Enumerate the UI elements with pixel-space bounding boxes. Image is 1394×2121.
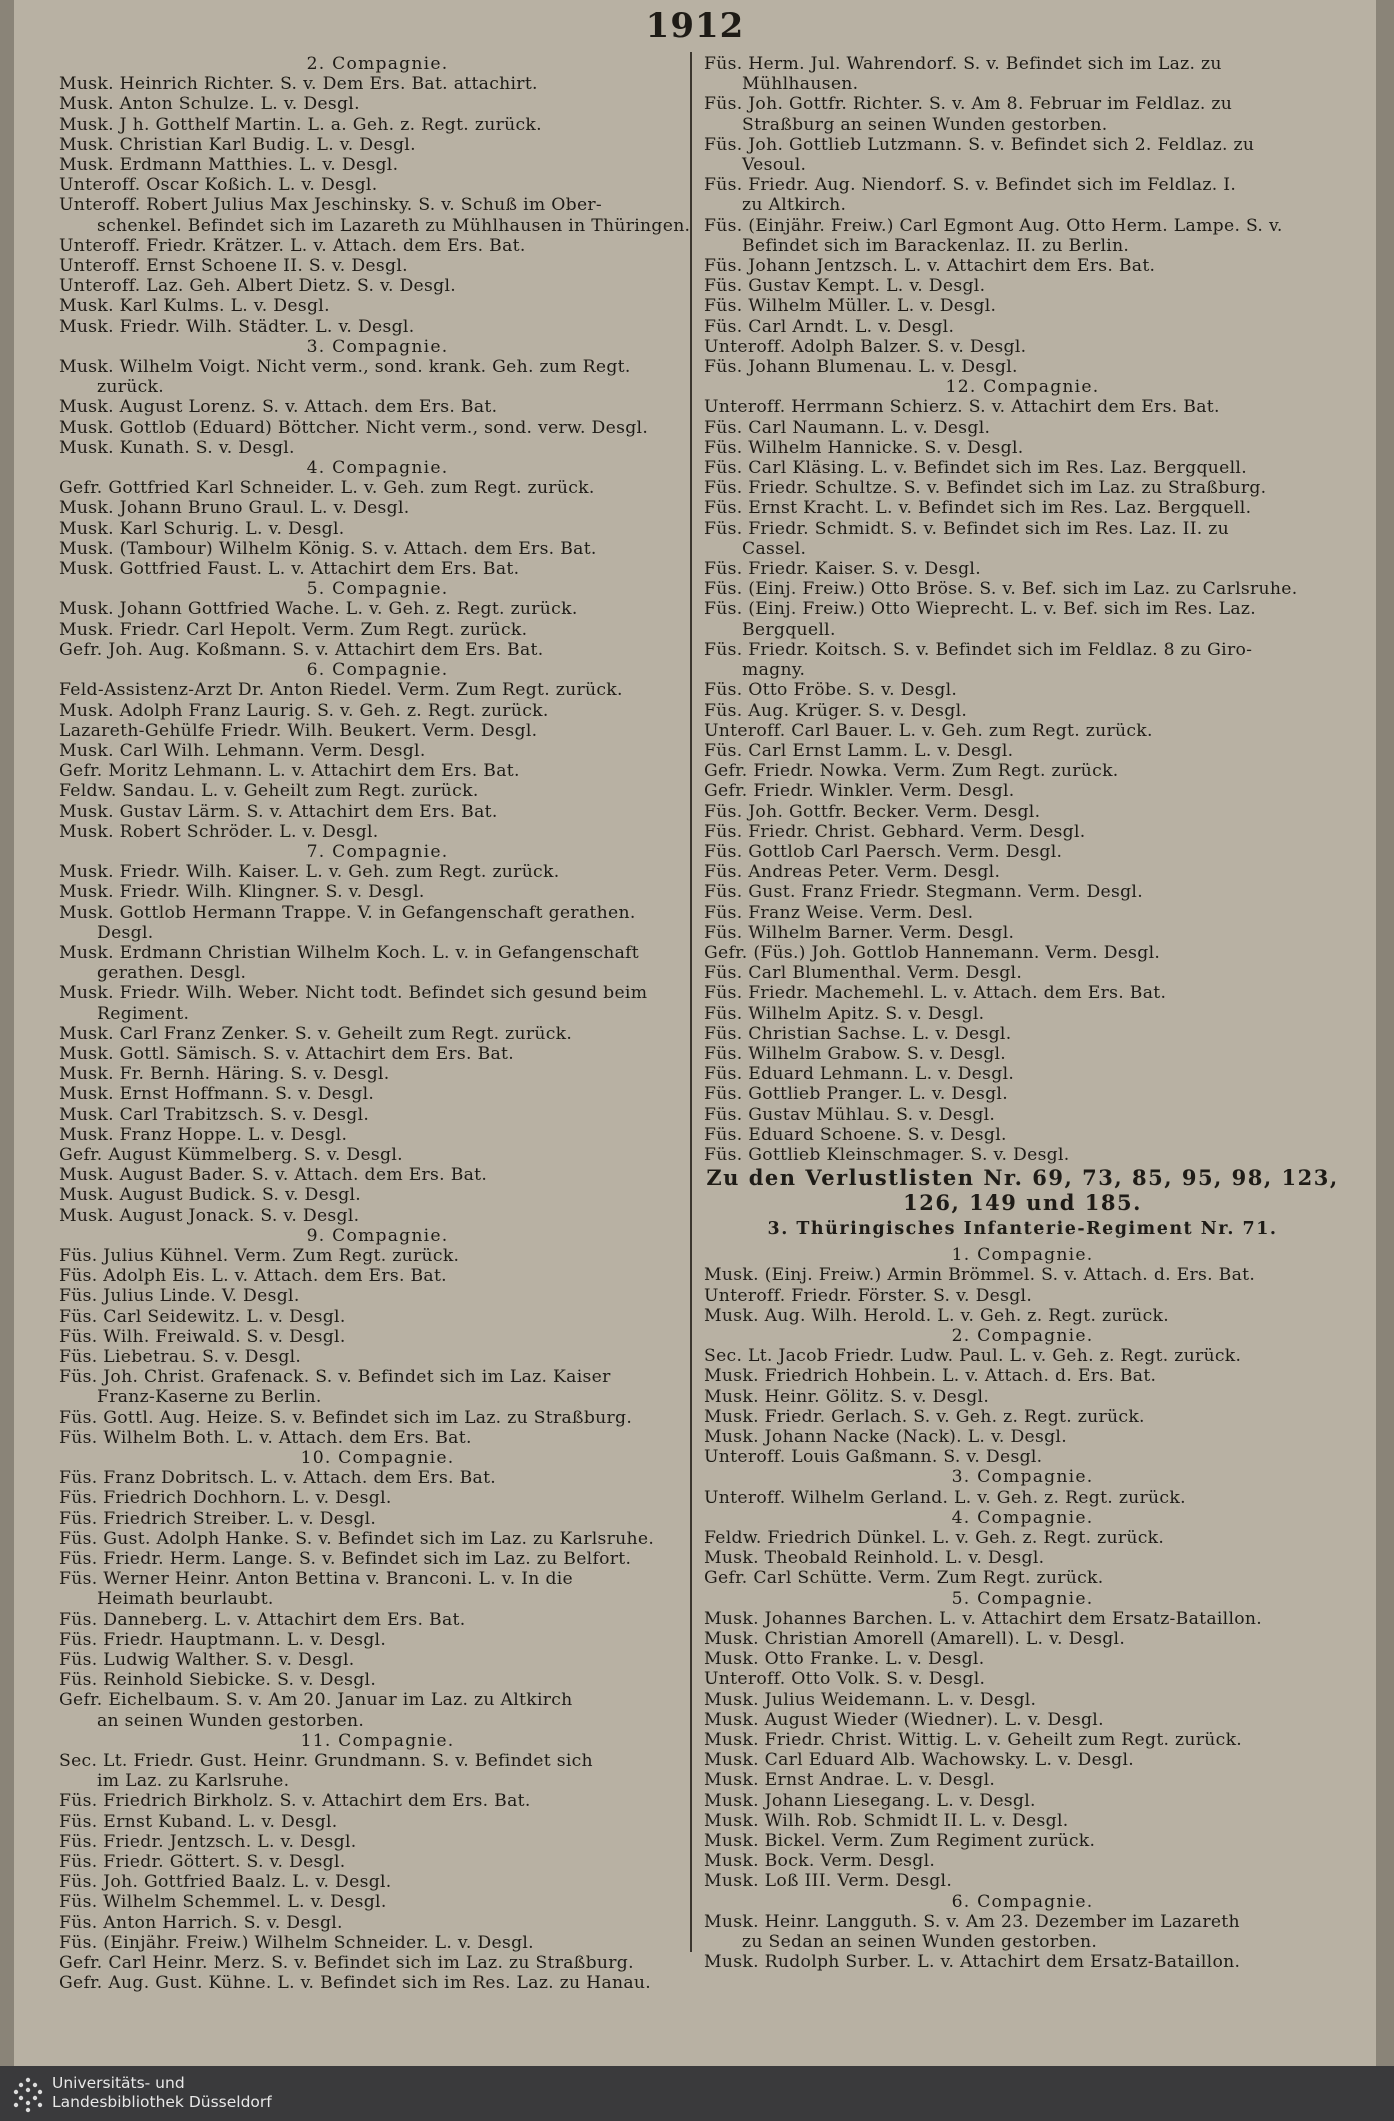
- left-column: [59, 54, 696, 1994]
- casualty-entry: Musk. Karl Kulms. L. v. Desgl.: [59, 296, 330, 317]
- casualty-entry: Musk. Gottl. Sämisch. S. v. Attachirt dem Ers. Bat.: [59, 1043, 515, 1064]
- casualty-entry: Musk. Erdmann Christian Wilhelm Koch. L. v. in Gefangenschaft: [59, 942, 640, 963]
- entry-continuation: zu Sedan an seinen Wunden gestorben.: [742, 1932, 1098, 1953]
- casualty-entry: Gefr. Carl Heinr. Merz. S. v. Befindet sich im Laz. zu Straßburg.: [59, 1953, 634, 1974]
- casualty-entry: Gefr. (Füs.) Joh. Gottlob Hannemann. Verm. Desgl.: [704, 942, 1161, 963]
- company-heading: 4. Compagnie.: [306, 458, 449, 479]
- casualty-entry: Musk. Heinr. Langguth. S. v. Am 23. Dezember im Lazareth: [704, 1911, 1240, 1932]
- casualty-entry: Füs. Ernst Kracht. L. v. Befindet sich im Res. Laz. Bergquell.: [704, 498, 1252, 519]
- casualty-entry: Musk. Rudolph Surber. L. v. Attachirt dem Ersatz-Bataillon.: [704, 1952, 1241, 1973]
- company-heading: 2. Compagnie.: [951, 1325, 1094, 1346]
- casualty-entry: Feld-Assistenz-Arzt Dr. Anton Riedel. Verm. Zum Regt. zurück.: [59, 680, 623, 701]
- casualty-entry: Unteroff. Louis Gaßmann. S. v. Desgl.: [704, 1447, 1043, 1468]
- company-heading: 4. Compagnie.: [951, 1507, 1094, 1528]
- company-heading: 7. Compagnie.: [306, 841, 449, 862]
- casualty-entry: Füs. (Einjähr. Freiw.) Wilhelm Schneider. L. v. Desgl.: [59, 1932, 534, 1953]
- casualty-entry: Musk. Johann Nacke (Nack). L. v. Desgl.: [704, 1427, 1067, 1447]
- casualty-entry: Füs. Gottl. Aug. Heize. S. v. Befindet sich im Laz. zu Straßburg.: [59, 1407, 633, 1428]
- casualty-entry: Füs. Carl Blumenthal. Verm. Desgl.: [704, 963, 1023, 984]
- casualty-entry: Musk. Julius Weidemann. L. v. Desgl.: [704, 1689, 1037, 1710]
- casualty-entry: Musk. Friedr. Wilh. Städter. L. v. Desgl.: [59, 316, 415, 337]
- casualty-entry: Musk. Heinrich Richter. S. v. Dem Ers. Bat. attachirt.: [59, 74, 538, 95]
- entry-continuation: zurück.: [97, 377, 165, 398]
- casualty-entry: Füs. (Einjähr. Freiw.) Carl Egmont Aug. Otto Herm. Lampe. S. v.: [704, 215, 1283, 236]
- casualty-entry: Füs. (Einj. Freiw.) Otto Bröse. S. v. Bef. sich im Laz. zu Carlsruhe.: [704, 579, 1298, 600]
- casualty-entry: Musk. Friedr. Wilh. Kaiser. L. v. Geh. zum Regt. zurück.: [59, 862, 560, 883]
- casualty-entry: Musk. Carl Trabitzsch. S. v. Desgl.: [59, 1104, 370, 1125]
- casualty-entry: Unteroff. Robert Julius Max Jeschinsky. S. v. Schuß im Ober-: [59, 195, 603, 216]
- casualty-entry: Füs. Wilhelm Müller. L. v. Desgl.: [704, 296, 997, 317]
- casualty-entry: Musk. Wilh. Rob. Schmidt II. L. v. Desgl.: [704, 1810, 1069, 1831]
- casualty-entry: Unteroff. Friedr. Krätzer. L. v. Attach. dem Ers. Bat.: [59, 235, 526, 256]
- casualty-entry: Füs. Wilhelm Both. L. v. Attach. dem Ers. Bat.: [59, 1427, 472, 1448]
- casualty-entry: Musk. Franz Hoppe. L. v. Desgl.: [59, 1124, 348, 1145]
- casualty-entry: Musk. Adolph Franz Laurig. S. v. Geh. z. Regt. zurück.: [59, 700, 549, 721]
- casualty-entry: Musk. Anton Schulze. L. v. Desgl.: [59, 94, 360, 115]
- casualty-entry: Musk. Christian Karl Budig. L. v. Desgl.: [59, 134, 416, 155]
- entry-continuation: Befindet sich im Barackenlaz. II. zu Berlin.: [742, 235, 1130, 256]
- entry-continuation: zu Altkirch.: [742, 195, 847, 216]
- casualty-entry: Musk. Theobald Reinhold. L. v. Desgl.: [704, 1548, 1045, 1569]
- casualty-entry: Füs. Wilhelm Grabow. S. v. Desgl.: [704, 1043, 1007, 1064]
- casualty-entry: Musk. Gustav Lärm. S. v. Attachirt dem Ers. Bat.: [59, 801, 498, 822]
- casualty-entry: Musk. Christian Amorell (Amarell). L. v. Desgl.: [704, 1629, 1126, 1650]
- casualty-entry: Musk. Carl Eduard Alb. Wachowsky. L. v. Desgl.: [704, 1750, 1135, 1771]
- casualty-entry: Füs. Adolph Eis. L. v. Attach. dem Ers. Bat.: [59, 1266, 447, 1287]
- entry-continuation: an seinen Wunden gestorben.: [97, 1710, 365, 1731]
- entry-continuation: schenkel. Befindet sich im Lazareth zu Mühlhausen in Thüringen.: [97, 215, 691, 236]
- casualty-entry: Füs. Julius Linde. V. Desgl.: [59, 1286, 300, 1307]
- casualty-entry: Musk. Robert Schröder. L. v. Desgl.: [59, 821, 379, 842]
- casualty-entry: Gefr. Friedr. Nowka. Verm. Zum Regt. zurück.: [704, 761, 1119, 782]
- casualty-entry: Musk. Bock. Verm. Desgl.: [704, 1851, 936, 1872]
- casualty-entry: Musk. Gottlob Hermann Trappe. V. in Gefangenschaft gerathen.: [59, 902, 636, 923]
- company-heading: 6. Compagnie.: [306, 660, 449, 681]
- casualty-entry: Füs. Franz Weise. Verm. Desl.: [704, 902, 974, 923]
- casualty-entry: Füs. Wilhelm Schemmel. L. v. Desgl.: [59, 1892, 387, 1913]
- entry-continuation: Regiment.: [97, 1003, 190, 1024]
- casualty-entry: Füs. Friedr. Christ. Gebhard. Verm. Desgl.: [704, 821, 1086, 842]
- library-footer: [0, 2066, 1394, 2121]
- casualty-entry: Unteroff. Ernst Schoene II. S. v. Desgl.: [59, 256, 408, 277]
- casualty-entry: Füs. Ludwig Walther. S. v. Desgl.: [59, 1650, 355, 1671]
- casualty-entry: Musk. Heinr. Gölitz. S. v. Desgl.: [704, 1386, 990, 1407]
- casualty-entry: Musk. Gottfried Faust. L. v. Attachirt dem Ers. Bat.: [59, 559, 520, 580]
- casualty-entry: Füs. Gust. Adolph Hanke. S. v. Befindet sich im Laz. zu Karlsruhe.: [59, 1528, 655, 1549]
- casualty-entry: Füs. Friedrich Streiber. L. v. Desgl.: [59, 1508, 377, 1529]
- newspaper-page: [14, 0, 1376, 2066]
- casualty-entry: Füs. (Einj. Freiw.) Otto Wieprecht. L. v. Bef. sich im Res. Laz.: [704, 599, 1256, 620]
- casualty-entry: Füs. Wilhelm Barner. Verm. Desgl.: [704, 922, 1015, 943]
- company-heading: 10. Compagnie.: [300, 1448, 455, 1469]
- casualty-entry: Musk. J h. Gotthelf Martin. L. a. Geh. z. Regt. zurück.: [59, 114, 542, 135]
- casualty-entry: Musk. Kunath. S. v. Desgl.: [59, 437, 295, 458]
- casualty-entry: Unteroff. Oscar Koßich. L. v. Desgl.: [59, 175, 378, 196]
- casualty-entry: Füs. Friedr. Göttert. S. v. Desgl.: [59, 1852, 346, 1873]
- casualty-entry: Musk. (Einj. Freiw.) Armin Brömmel. S. v. Attach. d. Ers. Bat.: [704, 1265, 1256, 1286]
- casualty-entry: Füs. Johann Blumenau. L. v. Desgl.: [704, 357, 1018, 378]
- entry-continuation: gerathen. Desgl.: [97, 963, 247, 984]
- casualty-entry: Unteroff. Friedr. Förster. S. v. Desgl.: [704, 1285, 1033, 1306]
- casualty-entry: Musk. Friedr. Carl Hepolt. Verm. Zum Regt. zurück.: [59, 619, 528, 640]
- casualty-entry: Füs. Friedr. Koitsch. S. v. Befindet sich im Feldlaz. 8 zu Giro-: [704, 639, 1253, 660]
- casualty-entry: Musk. Johann Bruno Graul. L. v. Desgl.: [59, 498, 410, 519]
- casualty-entry: Gefr. Gottfried Karl Schneider. L. v. Geh. zum Regt. zurück.: [59, 478, 595, 499]
- casualty-entry: Musk. Carl Wilh. Lehmann. Verm. Desgl.: [59, 740, 426, 761]
- casualty-entry: Füs. Ernst Kuband. L. v. Desgl.: [59, 1811, 338, 1832]
- casualty-entry: Füs. Eduard Lehmann. L. v. Desgl.: [704, 1064, 1015, 1085]
- casualty-entry: Gefr. Joh. Aug. Koßmann. S. v. Attachirt dem Ers. Bat.: [59, 639, 544, 660]
- casualty-entry: Füs. Friedrich Dochhorn. L. v. Desgl.: [59, 1488, 392, 1509]
- casualty-entry: Füs. Friedr. Hauptmann. L. v. Desgl.: [59, 1629, 387, 1650]
- casualty-entry: Füs. Franz Dobritsch. L. v. Attach. dem Ers. Bat.: [59, 1468, 497, 1489]
- casualty-entry: Lazareth-Gehülfe Friedr. Wilh. Beukert. Verm. Desgl.: [59, 720, 538, 741]
- casualty-entry: Feldw. Sandau. L. v. Geheilt zum Regt. zurück.: [59, 781, 479, 802]
- casualty-entry: Füs. Friedr. Aug. Niendorf. S. v. Befindet sich im Feldlaz. I.: [704, 175, 1237, 196]
- casualty-entry: Füs. Friedr. Herm. Lange. S. v. Befindet sich im Laz. zu Belfort.: [59, 1549, 632, 1570]
- casualty-entry: Füs. Joh. Gottfr. Richter. S. v. Am 8. Februar im Feldlaz. zu: [704, 94, 1233, 115]
- casualty-entry: Füs. Gustav Kempt. L. v. Desgl.: [704, 276, 986, 297]
- casualty-entry: Füs. Gottlieb Kleinschmager. S. v. Desgl.: [704, 1144, 1070, 1165]
- casualty-entry: Musk. Wilhelm Voigt. Nicht verm., sond. krank. Geh. zum Regt.: [59, 357, 631, 378]
- company-heading: 9. Compagnie.: [306, 1225, 449, 1246]
- casualty-entry: Musk. August Lorenz. S. v. Attach. dem Ers. Bat.: [59, 397, 498, 418]
- casualty-entry: Füs. Christian Sachse. L. v. Desgl.: [704, 1023, 1012, 1044]
- casualty-entry: Füs. Gustav Mühlau. S. v. Desgl.: [704, 1104, 996, 1125]
- casualty-entry: Musk. Carl Franz Zenker. S. v. Geheilt zum Regt. zurück.: [59, 1023, 573, 1044]
- casualty-entry: Musk. Johannes Barchen. L. v. Attachirt dem Ersatz-Bataillon.: [704, 1608, 1263, 1629]
- entry-continuation: Bergquell.: [742, 619, 836, 640]
- page-number: 1912: [645, 6, 745, 46]
- library-name: [52, 2074, 272, 2112]
- casualty-entry: Füs. Gottlieb Pranger. L. v. Desgl.: [704, 1084, 1008, 1105]
- casualty-entry: Füs. Carl Naumann. L. v. Desgl.: [704, 417, 991, 438]
- casualty-entry: Musk. August Jonack. S. v. Desgl.: [59, 1205, 360, 1226]
- casualty-entry: Musk. Johann Gottfried Wache. L. v. Geh. z. Regt. zurück.: [59, 599, 578, 620]
- casualty-entry: Gefr. Carl Schütte. Verm. Zum Regt. zurück.: [704, 1568, 1104, 1589]
- casualty-entry: Füs. Otto Fröbe. S. v. Desgl.: [704, 680, 958, 701]
- casualty-entry: Unteroff. Laz. Geh. Albert Dietz. S. v. Desgl.: [59, 276, 456, 297]
- company-heading: 11. Compagnie.: [300, 1730, 455, 1751]
- casualty-entry: Füs. Friedr. Schultze. S. v. Befindet sich im Laz. zu Straßburg.: [704, 478, 1267, 499]
- casualty-entry: Füs. Wilh. Freiwald. S. v. Desgl.: [59, 1326, 346, 1347]
- casualty-entry: Musk. Friedrich Hohbein. L. v. Attach. d. Ers. Bat.: [704, 1366, 1157, 1387]
- casualty-entry: Füs. Friedr. Machemehl. L. v. Attach. dem Ers. Bat.: [704, 983, 1167, 1004]
- casualty-entry: Gefr. Aug. Gust. Kühne. L. v. Befindet sich im Res. Laz. zu Hanau.: [59, 1973, 652, 1994]
- casualty-entry: Musk. Erdmann Matthies. L. v. Desgl.: [59, 155, 399, 176]
- casualty-entry: Füs. Joh. Christ. Grafenack. S. v. Befindet sich im Laz. Kaiser: [59, 1367, 611, 1388]
- casualty-entry: Unteroff. Otto Volk. S. v. Desgl.: [704, 1669, 986, 1690]
- casualty-entry: Unteroff. Carl Bauer. L. v. Geh. zum Regt. zurück.: [704, 720, 1153, 741]
- company-heading: 2. Compagnie.: [306, 54, 449, 74]
- casualty-entry: Füs. Julius Kühnel. Verm. Zum Regt. zurück.: [59, 1245, 460, 1266]
- casualty-entry: Musk. Karl Schurig. L. v. Desgl.: [59, 518, 345, 539]
- casualty-entry: Füs. Wilhelm Hannicke. S. v. Desgl.: [704, 437, 1024, 458]
- casualty-entry: Feldw. Friedrich Dünkel. L. v. Geh. z. Regt. zurück.: [704, 1528, 1165, 1549]
- casualty-entry: Musk. Gottlob (Eduard) Böttcher. Nicht verm., sond. verw. Desgl.: [59, 417, 649, 438]
- casualty-entry: Füs. Friedrich Birkholz. S. v. Attachirt dem Ers. Bat.: [59, 1791, 531, 1812]
- casualty-entry: Musk. August Bader. S. v. Attach. dem Ers. Bat.: [59, 1165, 488, 1186]
- casualty-entry: Unteroff. Herrmann Schierz. S. v. Attachirt dem Ers. Bat.: [704, 397, 1220, 418]
- company-heading: 3. Compagnie.: [951, 1467, 1094, 1488]
- casualty-entry: Füs. Johann Jentzsch. L. v. Attachirt dem Ers. Bat.: [704, 256, 1156, 277]
- casualty-entry: Musk. Aug. Wilh. Herold. L. v. Geh. z. Regt. zurück.: [704, 1305, 1170, 1326]
- casualty-entry: Füs. Reinhold Siebicke. S. v. Desgl.: [59, 1670, 377, 1691]
- right-column: [704, 54, 1341, 1972]
- casualty-entry: Füs. Danneberg. L. v. Attachirt dem Ers. Bat.: [59, 1609, 466, 1630]
- casualty-entry: Füs. Joh. Gottfr. Becker. Verm. Desgl.: [704, 801, 1041, 822]
- casualty-entry: Sec. Lt. Friedr. Gust. Heinr. Grundmann. S. v. Befindet sich: [59, 1751, 593, 1772]
- casualty-entry: Gefr. August Kümmelberg. S. v. Desgl.: [59, 1144, 403, 1165]
- casualty-entry: Füs. Joh. Gottlieb Lutzmann. S. v. Befindet sich 2. Feldlaz. zu: [704, 134, 1255, 155]
- entry-continuation: Cassel.: [742, 538, 807, 559]
- casualty-entry: Musk. Friedr. Gerlach. S. v. Geh. z. Regt. zurück.: [704, 1406, 1145, 1427]
- list-heading: Zu den Verlustlisten Nr. 69, 73, 85, 95, 98, 123, 126, 149 und 185.: [706, 1165, 1339, 1216]
- casualty-entry: Füs. Anton Harrich. S. v. Desgl.: [59, 1912, 343, 1933]
- entry-continuation: Franz-Kaserne zu Berlin.: [97, 1387, 322, 1408]
- casualty-entry: Füs. Wilhelm Apitz. S. v. Desgl.: [704, 1003, 985, 1024]
- casualty-entry: Füs. Aug. Krüger. S. v. Desgl.: [704, 700, 968, 721]
- entry-continuation: Mühlhausen.: [742, 74, 859, 95]
- casualty-entry: Unteroff. Adolph Balzer. S. v. Desgl.: [704, 336, 1027, 357]
- casualty-entry: Musk. Loß III. Verm. Desgl.: [704, 1871, 953, 1892]
- casualty-entry: Füs. Carl Arndt. L. v. Desgl.: [704, 316, 955, 337]
- entry-continuation: magny.: [742, 660, 806, 681]
- regiment-heading: 3. Thüringisches Infanterie-Regiment Nr. 71.: [767, 1219, 1278, 1240]
- casualty-entry: Füs. Carl Kläsing. L. v. Befindet sich im Res. Laz. Bergquell.: [704, 458, 1247, 479]
- library-name-line-2: Landesbibliothek Düsseldorf: [52, 2093, 272, 2111]
- casualty-entry: Unteroff. Wilhelm Gerland. L. v. Geh. z. Regt. zurück.: [704, 1487, 1186, 1508]
- casualty-entry: Füs. Friedr. Kaiser. S. v. Desgl.: [704, 559, 981, 580]
- casualty-entry: Musk. Friedr. Christ. Wittig. L. v. Geheilt zum Regt. zurück.: [704, 1730, 1243, 1751]
- casualty-entry: Musk. Fr. Bernh. Häring. S. v. Desgl.: [59, 1064, 390, 1085]
- casualty-entry: Sec. Lt. Jacob Friedr. Ludw. Paul. L. v. Geh. z. Regt. zurück.: [704, 1346, 1242, 1367]
- casualty-entry: Füs. Herm. Jul. Wahrendorf. S. v. Befindet sich im Laz. zu: [704, 54, 1222, 74]
- casualty-entry: Musk. Johann Liesegang. L. v. Desgl.: [704, 1790, 1036, 1811]
- company-heading: 1. Compagnie.: [951, 1245, 1094, 1266]
- casualty-entry: Gefr. Eichelbaum. S. v. Am 20. Januar im Laz. zu Altkirch: [59, 1690, 573, 1711]
- entry-continuation: Heimath beurlaubt.: [97, 1589, 274, 1610]
- ulb-logo-icon: [8, 2074, 48, 2114]
- library-name-line-1: Universitäts- und: [52, 2074, 185, 2092]
- casualty-entry: Füs. Carl Seidewitz. L. v. Desgl.: [59, 1306, 346, 1327]
- company-heading: 5. Compagnie.: [306, 579, 449, 600]
- casualty-entry: Füs. Werner Heinr. Anton Bettina v. Branconi. L. v. In die: [59, 1569, 574, 1590]
- casualty-entry: Gefr. Friedr. Winkler. Verm. Desgl.: [704, 781, 1015, 802]
- casualty-entry: Füs. Carl Ernst Lamm. L. v. Desgl.: [704, 740, 1014, 761]
- entry-continuation: Desgl.: [97, 922, 154, 943]
- entry-continuation: Straßburg an seinen Wunden gestorben.: [742, 114, 1108, 135]
- casualty-entry: Musk. August Wieder (Wiedner). L. v. Desgl.: [704, 1709, 1104, 1730]
- casualty-entry: Füs. Eduard Schoene. S. v. Desgl.: [704, 1124, 1007, 1145]
- casualty-entry: Füs. Andreas Peter. Verm. Desgl.: [704, 862, 1001, 883]
- company-heading: 3. Compagnie.: [306, 336, 449, 357]
- casualty-entry: Musk. Friedr. Wilh. Klingner. S. v. Desgl.: [59, 882, 425, 903]
- entry-continuation: Vesoul.: [742, 155, 807, 176]
- company-heading: 5. Compagnie.: [951, 1588, 1094, 1609]
- casualty-entry: Füs. Friedr. Jentzsch. L. v. Desgl.: [59, 1831, 357, 1852]
- casualty-entry: Füs. Gottlob Carl Paersch. Verm. Desgl.: [704, 841, 1063, 862]
- company-heading: 6. Compagnie.: [951, 1891, 1094, 1912]
- casualty-entry: Gefr. Moritz Lehmann. L. v. Attachirt dem Ers. Bat.: [59, 761, 520, 782]
- casualty-entry: Musk. August Budick. S. v. Desgl.: [59, 1185, 362, 1206]
- casualty-entry: Füs. Liebetrau. S. v. Desgl.: [59, 1347, 302, 1367]
- entry-continuation: im Laz. zu Karlsruhe.: [97, 1771, 290, 1792]
- casualty-entry: Füs. Joh. Gottfried Baalz. L. v. Desgl.: [59, 1872, 392, 1893]
- company-heading: 12. Compagnie.: [945, 377, 1100, 398]
- casualty-entry: Füs. Gust. Franz Friedr. Stegmann. Verm. Desgl.: [704, 882, 1143, 903]
- casualty-entry: Füs. Friedr. Schmidt. S. v. Befindet sich im Res. Laz. II. zu: [704, 518, 1230, 539]
- casualty-entry: Musk. Otto Franke. L. v. Desgl.: [704, 1649, 985, 1670]
- casualty-entry: Musk. Bickel. Verm. Zum Regiment zurück.: [704, 1831, 1096, 1852]
- casualty-entry: Musk. (Tambour) Wilhelm König. S. v. Attach. dem Ers. Bat.: [59, 538, 597, 559]
- casualty-entry: Musk. Ernst Hoffmann. S. v. Desgl.: [59, 1084, 375, 1105]
- casualty-entry: Musk. Friedr. Wilh. Weber. Nicht todt. Befindet sich gesund beim: [59, 983, 648, 1004]
- casualty-entry: Musk. Ernst Andrae. L. v. Desgl.: [704, 1770, 996, 1791]
